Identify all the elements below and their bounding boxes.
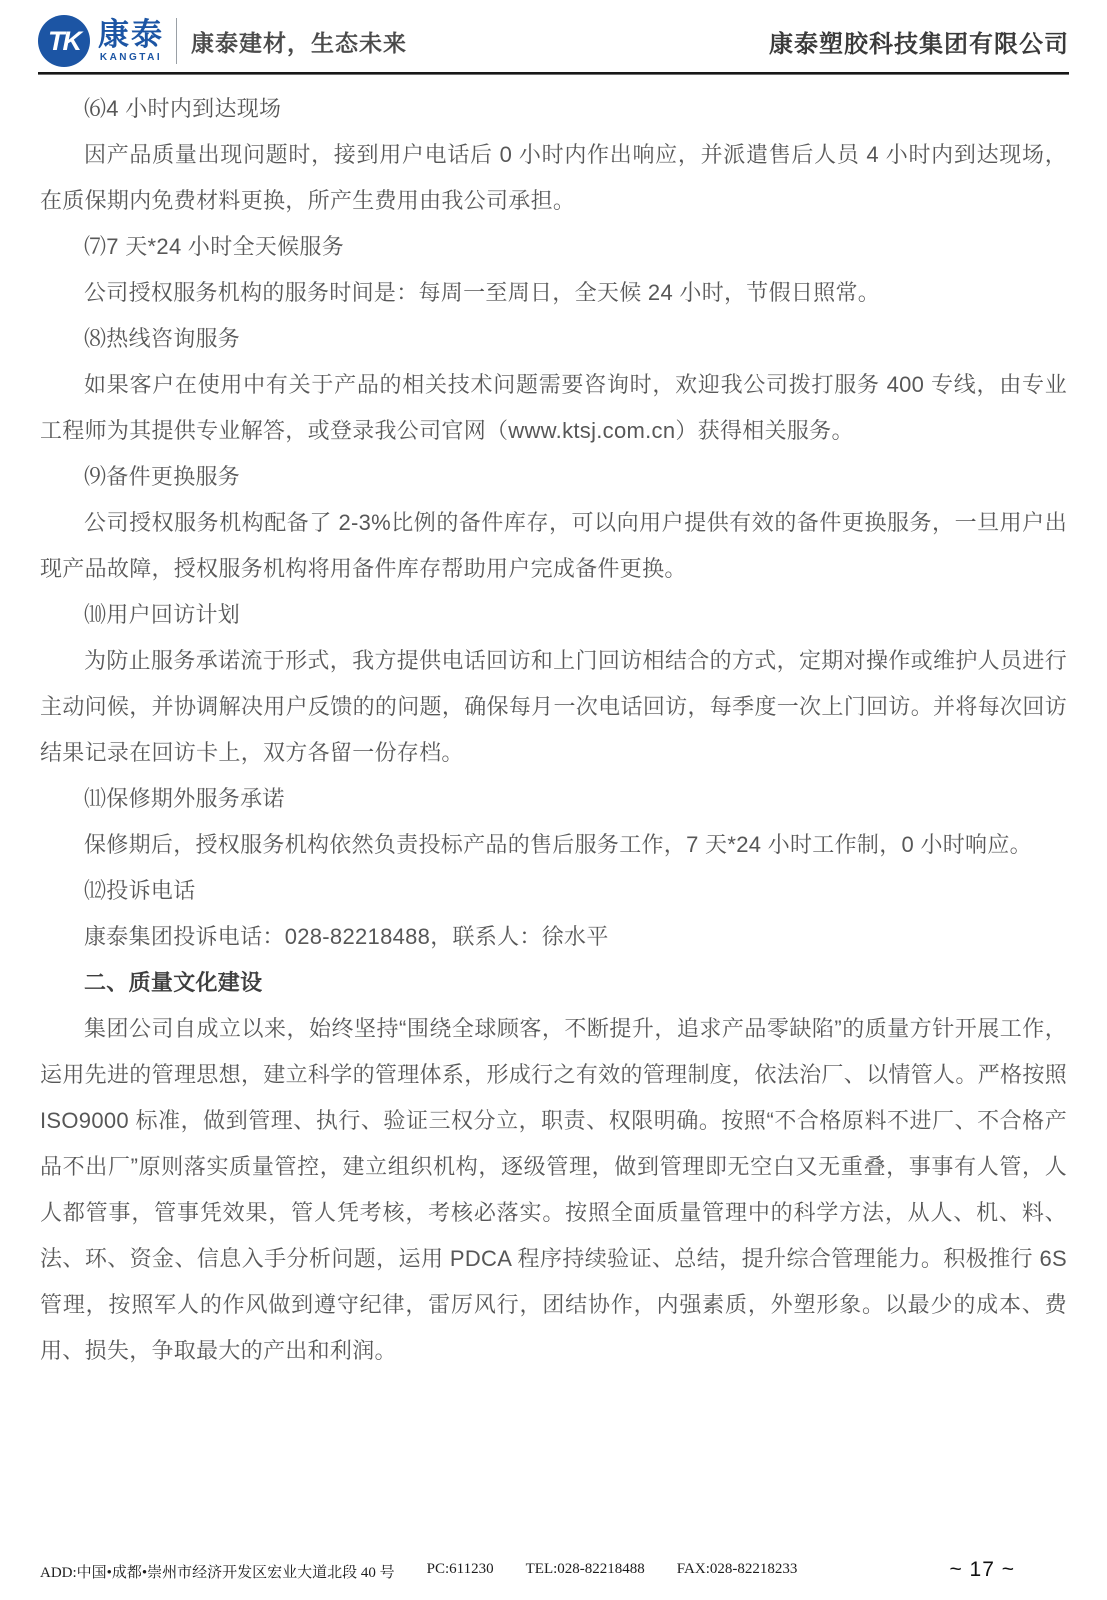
- paragraph: ⑼备件更换服务: [84, 464, 241, 489]
- footer-contact-info: [40, 1561, 797, 1582]
- paragraph: ⑿投诉电话: [84, 878, 196, 903]
- paragraph: 康泰集团投诉电话：028-82218488，联系人：徐水平: [84, 924, 609, 949]
- paragraph: 如果客户在使用中有关于产品的相关技术问题需要咨询时，欢迎我公司拨打服务 400 专线，由专业工程师为其提供专业解答，或登录我公司官网（www.ktsj.com.cn）获得相关服务。: [40, 372, 1067, 443]
- logo-brand-cn: 康泰: [98, 17, 164, 52]
- paragraph: ⑻热线咨询服务: [84, 326, 241, 351]
- footer-fax: FAX:028-82218233: [676, 1561, 798, 1577]
- logo-brand-en: KANGTAI: [99, 52, 163, 63]
- paragraph: 因产品质量出现问题时，接到用户电话后 0 小时内作出响应，并派遣售后人员 4 小时内到达现场，在质保期内免费材料更换，所产生费用由我公司承担。: [40, 142, 1067, 213]
- paragraph: ⑹4 小时内到达现场: [84, 96, 282, 121]
- header-rule: [38, 72, 1069, 75]
- page-footer: [40, 1558, 1067, 1582]
- logo-tk-icon: TK: [38, 15, 90, 67]
- paragraph: ⑺7 天*24 小时全天候服务: [84, 234, 344, 259]
- logo-wordmark: [98, 19, 164, 63]
- paragraph: 公司授权服务机构配备了 2-3%比例的备件库存，可以向用户提供有效的备件更换服务，一旦用户出现产品故障，授权服务机构将用备件库存帮助用户完成备件更换。: [40, 510, 1067, 581]
- company-tagline: 康泰建材，生态未来: [191, 29, 407, 56]
- paragraph: 为防止服务承诺流于形式，我方提供电话回访和上门回访相结合的方式，定期对操作或维护人员进行主动问候，并协调解决用户反馈的的问题，确保每月一次电话回访，每季度一次上门回访。并将每次回访结果记录在回访卡上，双方各留一份存档。: [40, 648, 1067, 765]
- footer-postcode: PC:611230: [426, 1561, 494, 1577]
- paragraph: 保修期后，授权服务机构依然负责投标产品的售后服务工作，7 天*24 小时工作制，0 小时响应。: [84, 832, 1032, 857]
- document-body: [40, 86, 1067, 1374]
- logo-divider: [176, 18, 177, 64]
- page-number: ~ 17 ~: [949, 1558, 1015, 1581]
- company-logo: [38, 15, 407, 67]
- footer-address: ADD:中国•成都•崇州市经济开发区宏业大道北段 40 号: [40, 1565, 395, 1581]
- paragraph: ⑾保修期外服务承诺: [84, 786, 285, 811]
- section-heading: 二、质量文化建设: [84, 970, 263, 995]
- company-name: 康泰塑胶科技集团有限公司: [769, 30, 1069, 58]
- page-header: [38, 12, 1069, 70]
- paragraph: 公司授权服务机构的服务时间是：每周一至周日，全天候 24 小时，节假日照常。: [84, 280, 881, 305]
- footer-tel: TEL:028-82218488: [525, 1561, 645, 1577]
- paragraph: ⑽用户回访计划: [84, 602, 241, 627]
- paragraph: 集团公司自成立以来，始终坚持“围绕全球顾客，不断提升，追求产品零缺陷”的质量方针开展工作，运用先进的管理思想，建立科学的管理体系，形成行之有效的管理制度，依法治厂、以情管人。严格按照 ISO9000 标准，做到管理、执行、验证三权分立，职责、权限明确。按照“不合格原料不进厂、不合格产品不出厂”原则落实质量管控，建立组织机构，逐级管理，做到管理即无空白又无重叠，事事有人管，人人都管事，管事凭效果，管人凭考核，考核必落实。按照全面质量管理中的科学方法，从人、机、料、法、环、资金、信息入手分析问题，运用 PDCA 程序持续验证、总结，提升综合管理能力。积极推行 6S 管理，按照军人的作风做到遵守纪律，雷厉风行，团结协作，内强素质，外塑形象。以最少的成本、费用、损失，争取最大的产出和利润。: [40, 1016, 1067, 1363]
